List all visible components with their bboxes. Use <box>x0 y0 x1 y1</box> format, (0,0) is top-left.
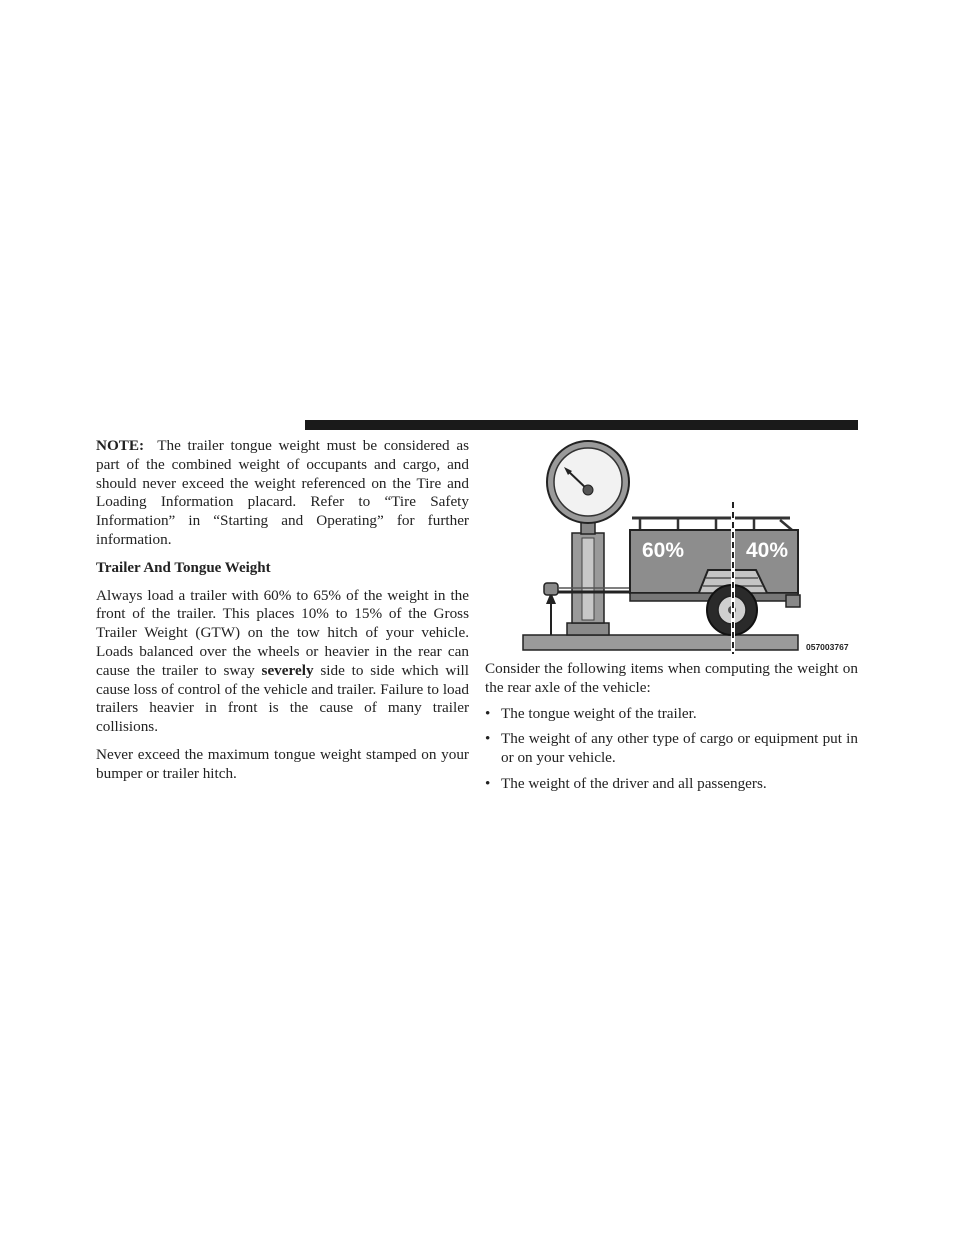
note-paragraph <box>96 437 469 550</box>
bullet-icon: • <box>485 730 491 748</box>
bullet-icon: • <box>485 774 491 792</box>
intro-paragraph: Consider the following items when computing the weight on the rear axle of the vehicle: <box>485 660 858 696</box>
left-column <box>96 437 469 784</box>
note-label: NOTE: <box>96 437 145 454</box>
trailer-rear-bumper <box>786 595 800 607</box>
body-paragraph-2: Never exceed the maximum tongue weight stamped on your bumper or trailer hitch. <box>96 745 469 782</box>
rear-weight-label: 40% <box>746 539 789 562</box>
trailer-diagram-svg <box>520 430 860 660</box>
bullet-icon: • <box>485 704 491 722</box>
front-weight-label: 60% <box>642 539 685 562</box>
scale-base <box>567 623 609 635</box>
list-item: • The weight of the driver and all passengers. <box>485 774 767 792</box>
considerations-list <box>485 705 858 794</box>
section-heading: Trailer And Tongue Weight <box>96 559 271 576</box>
gauge-pivot <box>583 485 593 495</box>
figure-code: 057003767 <box>806 642 849 652</box>
hitch-coupler <box>544 583 558 595</box>
emphasis-text: severely <box>261 661 314 679</box>
list-item: • The weight of any other type of cargo or equipment put in or on your vehicle. <box>485 730 858 767</box>
trailer-weight-illustration <box>520 430 860 660</box>
gauge-face <box>554 448 622 516</box>
scale-pillar-highlight <box>582 538 594 620</box>
ground-strip <box>523 635 798 650</box>
note-text: The trailer tongue weight must be considered as part of the combined weight of occupants and cargo, and should never exceed the weight referenced on the Tire and Loading Information placard. Refer to “Tire Safety Information” in “Starting and Operating” for further information. <box>96 437 469 548</box>
rail-post <box>780 520 792 530</box>
header-rule <box>305 420 858 430</box>
list-item: • The tongue weight of the trailer. <box>485 704 697 722</box>
right-column <box>485 660 858 801</box>
body-paragraph-1: Always load a trailer with 60% to 65% of the weight in the front of the trailer. This places 10% to 15% of the Gross Trailer Weight (GTW) on the tow hitch of your vehicle. Loads balanced over the wheels or heavier in the rear can cause the trailer to sway severely side to side which will cause loss of control of the vehicle and trailer. Failure to load trailers heavier in front is the cause of many trailer collisions. <box>96 586 469 736</box>
